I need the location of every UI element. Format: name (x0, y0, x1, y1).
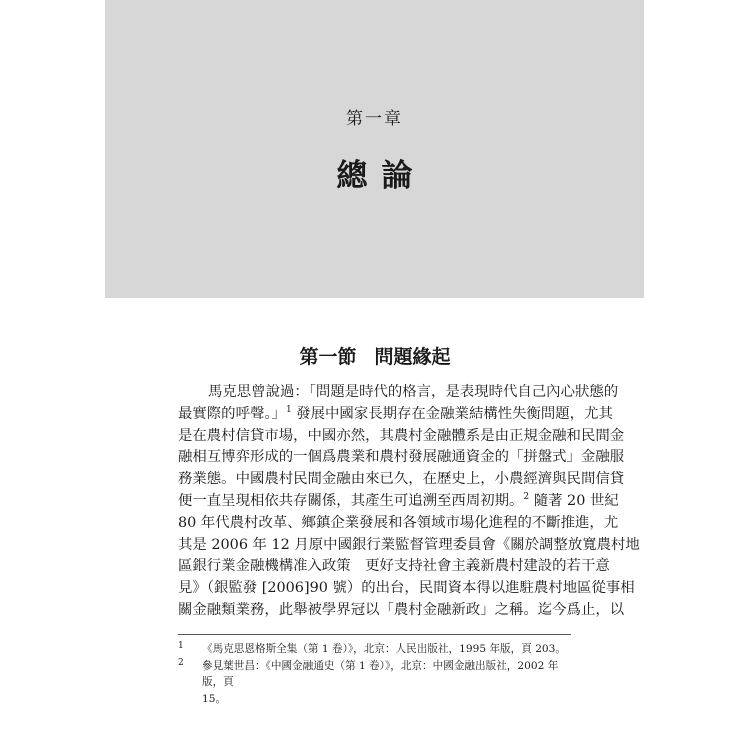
body-line: 其是 2006 年 12 月原中國銀行業監督管理委員會《關於調整放寬農村地 (178, 536, 640, 553)
body-line: 關金融類業務，此舉被學界冠以「農村金融新政」之稱。迄今爲止，以 (178, 601, 625, 618)
body-line-segment: 隨著 20 世紀 (533, 492, 619, 509)
chapter-header-band (105, 0, 644, 298)
body-line: 馬克思曾說過：「問題是時代的格言，是表現時代自己內心狀態的 (208, 384, 619, 400)
chapter-title: 總論 (336, 158, 427, 194)
footnote (178, 658, 572, 708)
footnote-text: 參見葉世昌：《中國金融通史（第 1 卷）》，北京：中國金融出版社，2002 年版，頁 (202, 659, 559, 688)
body-line (178, 491, 619, 513)
footnote-text-continued: 15。 (202, 692, 227, 705)
section-heading (175, 342, 575, 369)
body-line: 區銀行業金融機構准入政策 更好支持社會主義新農村建設的若干意 (178, 558, 610, 575)
chapter-label: 第一章 (346, 109, 403, 129)
body-line-segment: 最實際的呼聲。」 (178, 405, 286, 422)
footnote-number: 2 (178, 657, 184, 668)
section-number: 第一節 (299, 346, 357, 368)
body-line-segment: 便一直呈現相依共存關係，其產生可追溯至西周初期。 (178, 492, 524, 509)
body-line: 是在農村信貸市場，中國亦然，其農村金融體系是由正規金融和民間金 (178, 427, 625, 444)
footnotes (178, 641, 572, 707)
body-line: 務業態。中國農村民間金融由來已久，在歷史上，小農經濟與民間信貸 (178, 471, 625, 488)
footnote-number: 1 (178, 641, 184, 651)
footnote-divider (178, 634, 571, 635)
body-line (178, 404, 613, 426)
body-line-segment: 發展中國家長期存在金融業結構性失衡問題，尤其 (296, 405, 613, 422)
body-paragraph (178, 382, 640, 622)
body-line: 80 年代農村改革、鄉鎮企業發展和各領域市場化進程的不斷推進，尤 (178, 514, 619, 531)
body-line: 融相互博弈形成的一個爲農業和農村發展融通資金的「拼盤式」金融服 (178, 449, 625, 466)
footnote (178, 641, 572, 658)
footnote-ref[interactable]: 1 (285, 405, 292, 415)
footnote-ref[interactable]: 2 (523, 492, 530, 503)
body-line: 見》（銀監發 [2006]90 號）的出台，民間資本得以進駐農村地區從事相 (178, 580, 635, 597)
section-title: 問題緣起 (374, 346, 451, 368)
footnote-text: 《馬克思恩格斯全集（第 1 卷）》，北京：人民出版社，1995 年版，頁 203。 (202, 643, 567, 655)
